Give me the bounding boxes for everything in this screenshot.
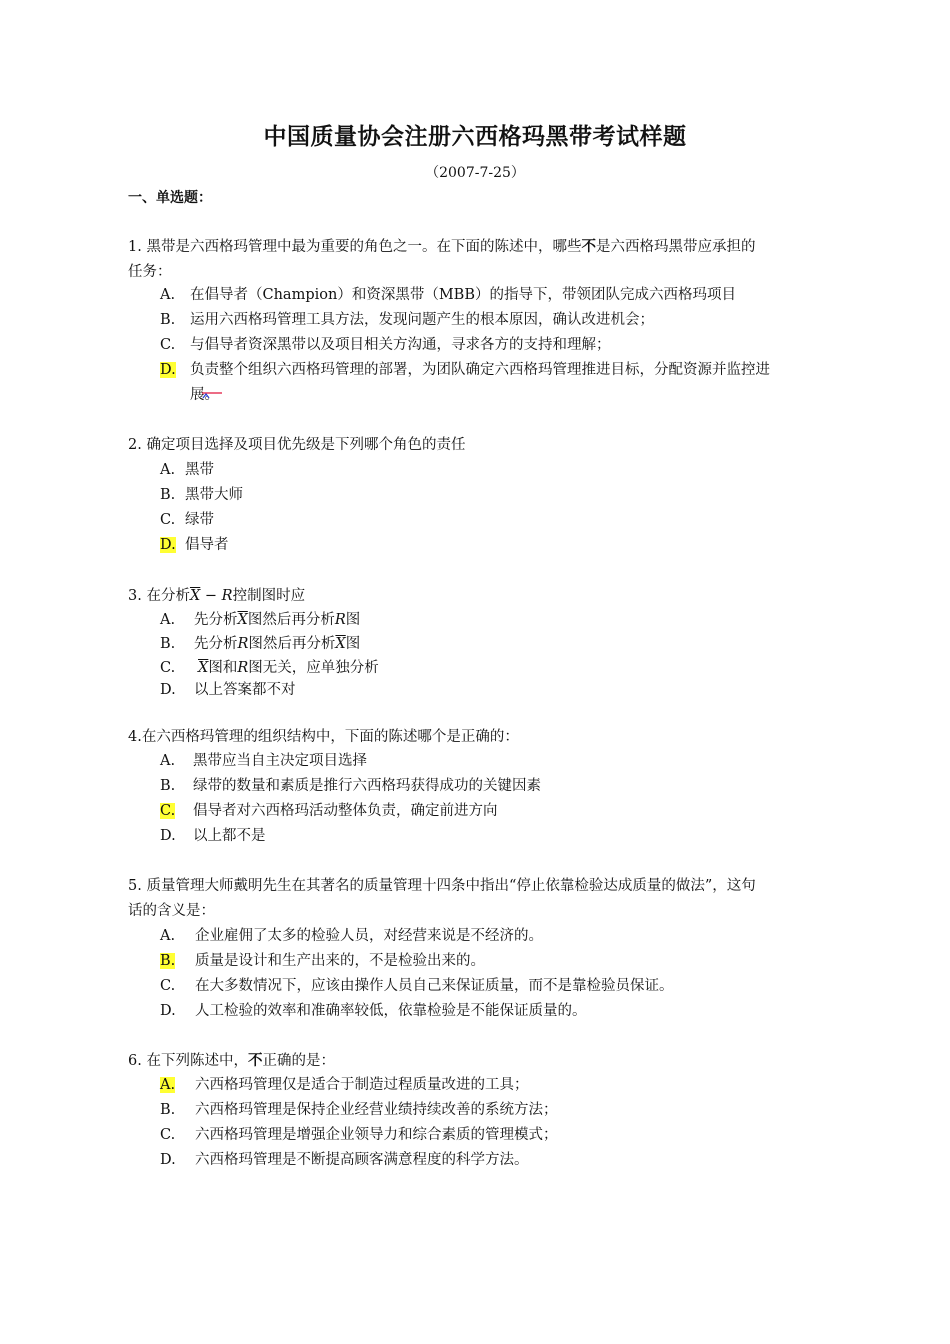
q2-option-d [160, 533, 229, 558]
q1-option-text: 在倡导者（Champion）和资深黑带（MBB）的指导下，带领团队完成六西格玛项目 [190, 287, 736, 303]
q6-option-text: 六西格玛管理是增强企业领导力和综合素质的管理模式； [195, 1127, 558, 1143]
q2-option-letter: B. [160, 487, 176, 503]
q3-option-text: 以上答案都不对 [194, 682, 296, 698]
q2-option-c [160, 508, 214, 533]
question-1-text-b: 是六西格玛黑带应承担的 [595, 239, 756, 255]
q6-option-letter: D. [160, 1152, 176, 1168]
q6-option-letter-answer: A. [160, 1077, 176, 1093]
revision-mark-icon [200, 390, 222, 398]
q5-option-d [160, 999, 587, 1024]
q3-option-b: B. 先分析R图然后再分析$\overline{X}$图 [160, 632, 360, 657]
q6-option-letter: C. [160, 1127, 176, 1143]
q1-option-c [160, 333, 611, 358]
q4-option-text: 绿带的数量和素质是推行六西格玛获得成功的关键因素 [193, 778, 541, 794]
q4-option-letter: D. [160, 828, 176, 844]
question-3-stem: 3. 在分析$\overline{X} - R$控制图时应 [128, 588, 306, 604]
q5-option-text: 在大多数情况下，应该由操作人员自己来保证质量，而不是靠检验员保证。 [195, 978, 674, 994]
q1-option-text: 运用六西格玛管理工具方法，发现问题产生的根本原因，确认改进机会； [190, 312, 654, 328]
q1-option-d [160, 358, 770, 383]
question-1-emphasis: 不 [581, 238, 596, 255]
question-2-stem: 2. 确定项目选择及项目优先级是下列哪个角色的责任 [128, 437, 466, 453]
q3-option-a: A. 先分析$\overline{X}$图然后再分析R图 [160, 608, 360, 633]
q4-option-text: 黑带应当自主决定项目选择 [193, 753, 367, 769]
q6-option-text: 六西格玛管理仅是适合于制造过程质量改进的工具； [195, 1077, 529, 1093]
q4-option-c [160, 799, 498, 824]
q4-option-d [160, 824, 266, 849]
question-1-text-c: 任务： [128, 264, 172, 280]
q5-option-text: 企业雇佣了太多的检验人员，对经营来说是不经济的。 [195, 928, 543, 944]
q1-option-a [160, 283, 736, 308]
q5-option-c [160, 974, 674, 999]
q2-option-letter: C. [160, 512, 176, 528]
q5-option-b [160, 949, 485, 974]
q2-option-text: 倡导者 [185, 537, 229, 553]
q1-option-letter: B. [160, 312, 176, 328]
q1-option-text: 负责整个组织六西格玛管理的部署，为团队确定六西格玛管理推进目标，分配资源并监控进 [190, 362, 770, 378]
question-5-stem: 5. 质量管理大师戴明先生在其著名的质量管理十四条中指出“停止依靠检验达成质量的做法”，这句 话的含义是： [128, 878, 756, 919]
question-1-number: 1. [128, 239, 142, 255]
q4-option-letter: A. [160, 753, 176, 769]
q2-option-text: 黑带大师 [185, 487, 243, 503]
question-6-stem: 6. 在下列陈述中，不正确的是： [128, 1052, 335, 1069]
q5-option-letter: D. [160, 1003, 176, 1019]
q4-option-a [160, 749, 367, 774]
question-6-emphasis: 不 [247, 1052, 263, 1069]
q1-option-letter-answer: D. [160, 362, 176, 378]
question-1-stem [128, 234, 828, 285]
q1-option-letter: C. [160, 337, 176, 353]
section-heading: 一、单选题： [128, 190, 212, 206]
q3-option-letter: C. [160, 660, 176, 676]
q4-option-text: 倡导者对六西格玛活动整体负责，确定前进方向 [193, 803, 498, 819]
q6-option-letter: B. [160, 1102, 176, 1118]
q1-option-letter: A. [160, 287, 176, 303]
question-1-text-a: 黑带是六西格玛管理中最为重要的角色之一。在下面的陈述中，哪些 [146, 239, 582, 255]
q5-option-a [160, 924, 543, 949]
q5-option-text: 质量是设计和生产出来的，不是检验出来的。 [195, 953, 485, 969]
doc-date: （2007-7-25） [425, 165, 525, 181]
q5-option-letter: A. [160, 928, 176, 944]
q3-option-letter: B. [160, 636, 176, 652]
q2-option-b [160, 483, 243, 508]
q3-option-letter: D. [160, 682, 176, 698]
q4-option-text: 以上都不是 [193, 828, 266, 844]
q6-option-text: 六西格玛管理是保持企业经营业绩持续改善的系统方法； [195, 1102, 558, 1118]
q2-option-text: 黑带 [185, 462, 214, 478]
q4-option-letter-answer: C. [160, 803, 176, 819]
q3-option-letter: A. [160, 612, 176, 628]
q2-option-letter-answer: D. [160, 537, 176, 553]
q4-option-letter: B. [160, 778, 176, 794]
q6-option-b [160, 1098, 558, 1123]
q5-option-letter-answer: B. [160, 953, 176, 969]
q1-option-d-continuation: 展。 [190, 387, 219, 403]
q6-option-text: 六西格玛管理是不断提高顾客满意程度的科学方法。 [195, 1152, 529, 1168]
question-4-stem: 4.在六西格玛管理的组织结构中，下面的陈述哪个是正确的： [128, 729, 519, 745]
q2-option-a [160, 458, 214, 483]
q6-option-d [160, 1148, 529, 1173]
q5-option-letter: C. [160, 978, 176, 994]
q4-option-b [160, 774, 541, 799]
r-symbol: R [221, 588, 233, 604]
q1-option-text: 与倡导者资深黑带以及项目相关方沟通，寻求各方的支持和理解； [190, 337, 611, 353]
q6-option-c [160, 1123, 558, 1148]
q6-option-a [160, 1073, 529, 1098]
q1-option-b [160, 308, 654, 333]
q2-option-letter: A. [160, 462, 176, 478]
q5-option-text: 人工检验的效率和准确率较低，依靠检验是不能保证质量的。 [195, 1003, 587, 1019]
q3-option-d [160, 678, 296, 703]
q2-option-text: 绿带 [185, 512, 214, 528]
q3-option-c: C. $\overline{X}$图和R图无关，应单独分析 [160, 656, 379, 681]
doc-title: 中国质量协会注册六西格玛黑带考试样题 [263, 123, 687, 150]
x-bar-symbol: $\overline{X}$ [189, 588, 201, 604]
